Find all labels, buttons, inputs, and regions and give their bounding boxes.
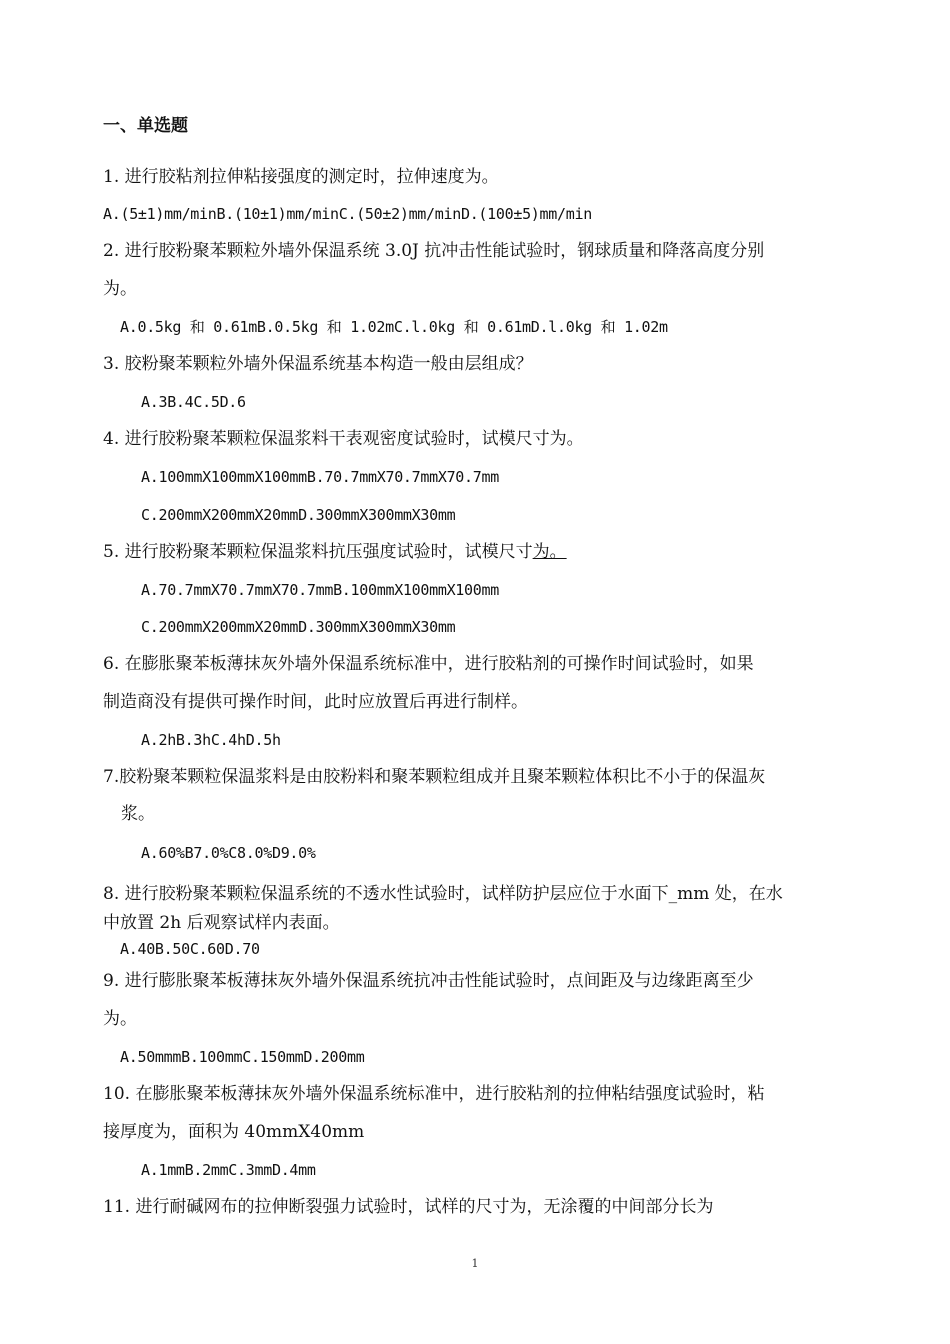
question-5-text-main: 5. 进行胶粉聚苯颗粒保温浆料抗压强度试验时，试模尺寸 (103, 542, 533, 562)
question-4-options-2: C.200mmX200mmX20mmD.300mmX300mmX30mm (141, 506, 456, 524)
question-9-text: 9. 进行膨胀聚苯板薄抹灰外墙外保温系统抗冲击性能试验时，点间距及与边缘距离至少 (103, 971, 754, 991)
question-2-text: 2. 进行胶粉聚苯颗粒外墙外保温系统 3.0J 抗冲击性能试验时，钢球质量和降落高度分别 (103, 241, 765, 261)
question-6-text: 6. 在膨胀聚苯板薄抹灰外墙外保温系统标准中，进行胶粘剂的可操作时间试验时，如果 (103, 654, 754, 674)
question-9-text-cont: 为。 (103, 1009, 137, 1029)
question-5-options-2: C.200mmX200mmX20mmD.300mmX300mmX30mm (141, 618, 456, 636)
question-8-options: A.40B.50C.60D.70 (120, 940, 260, 958)
section-title: 一、单选题 (103, 116, 188, 136)
page-number: 1 (471, 1257, 479, 1270)
question-10-text-cont: 接厚度为，面积为 40mmX40mm (103, 1122, 365, 1142)
question-6-options: A.2hB.3hC.4hD.5h (141, 731, 281, 749)
question-7-text: 7.胶粉聚苯颗粒保温浆料是由胶粉料和聚苯颗粒组成并且聚苯颗粒体积比不小于的保温灰 (103, 767, 766, 787)
question-11-text: 11. 进行耐碱网布的拉伸断裂强力试验时，试样的尺寸为，无涂覆的中间部分长为 (103, 1197, 714, 1217)
question-5-text (103, 541, 567, 563)
question-10-options: A.1mmB.2mmC.3mmD.4mm (141, 1161, 316, 1179)
question-4-text: 4. 进行胶粉聚苯颗粒保温浆料干表观密度试验时，试模尺寸为。 (103, 429, 584, 449)
question-9-options: A.50mmmB.100mmC.150mmD.200mm (120, 1048, 365, 1066)
question-6-text-cont: 制造商没有提供可操作时间，此时应放置后再进行制样。 (103, 692, 528, 712)
question-4-options-1: A.100mmX100mmX100mmB.70.7mmX70.7mmX70.7mm (141, 468, 499, 486)
question-2-options: A.0.5kg 和 0.61mB.0.5kg 和 1.02mC.l.0kg 和 0.61mD.l.0kg 和 1.02m (120, 318, 668, 336)
question-3-options: A.3B.4C.5D.6 (141, 393, 246, 411)
question-7-text-cont: 浆。 (121, 804, 155, 824)
question-3-text: 3. 胶粉聚苯颗粒外墙外保温系统基本构造一般由层组成？ (103, 354, 533, 374)
question-10-text: 10. 在膨胀聚苯板薄抹灰外墙外保温系统标准中，进行胶粘剂的拉伸粘结强度试验时，粘 (103, 1084, 765, 1104)
question-7-options: A.60%B7.0%C8.0%D9.0% (141, 844, 316, 862)
question-1-options: A.(5±1)mm/minB.(10±1)mm/minC.(50±2)mm/minD.(100±5)mm/min (103, 205, 592, 223)
question-8-text: 8. 进行胶粉聚苯颗粒保温系统的不透水性试验时，试样防护层应位于水面下_mm 处，在水 (103, 884, 783, 904)
question-2-text-cont: 为。 (103, 279, 137, 299)
question-5-options-1: A.70.7mmX70.7mmX70.7mmB.100mmX100mmX100mm (141, 581, 499, 599)
question-5-underlined-blank: 为。 (532, 542, 567, 562)
question-1-text: 1. 进行胶粘剂拉伸粘接强度的测定时，拉伸速度为。 (103, 167, 499, 187)
question-8-text-cont: 中放置 2h 后观察试样内表面。 (103, 913, 340, 933)
